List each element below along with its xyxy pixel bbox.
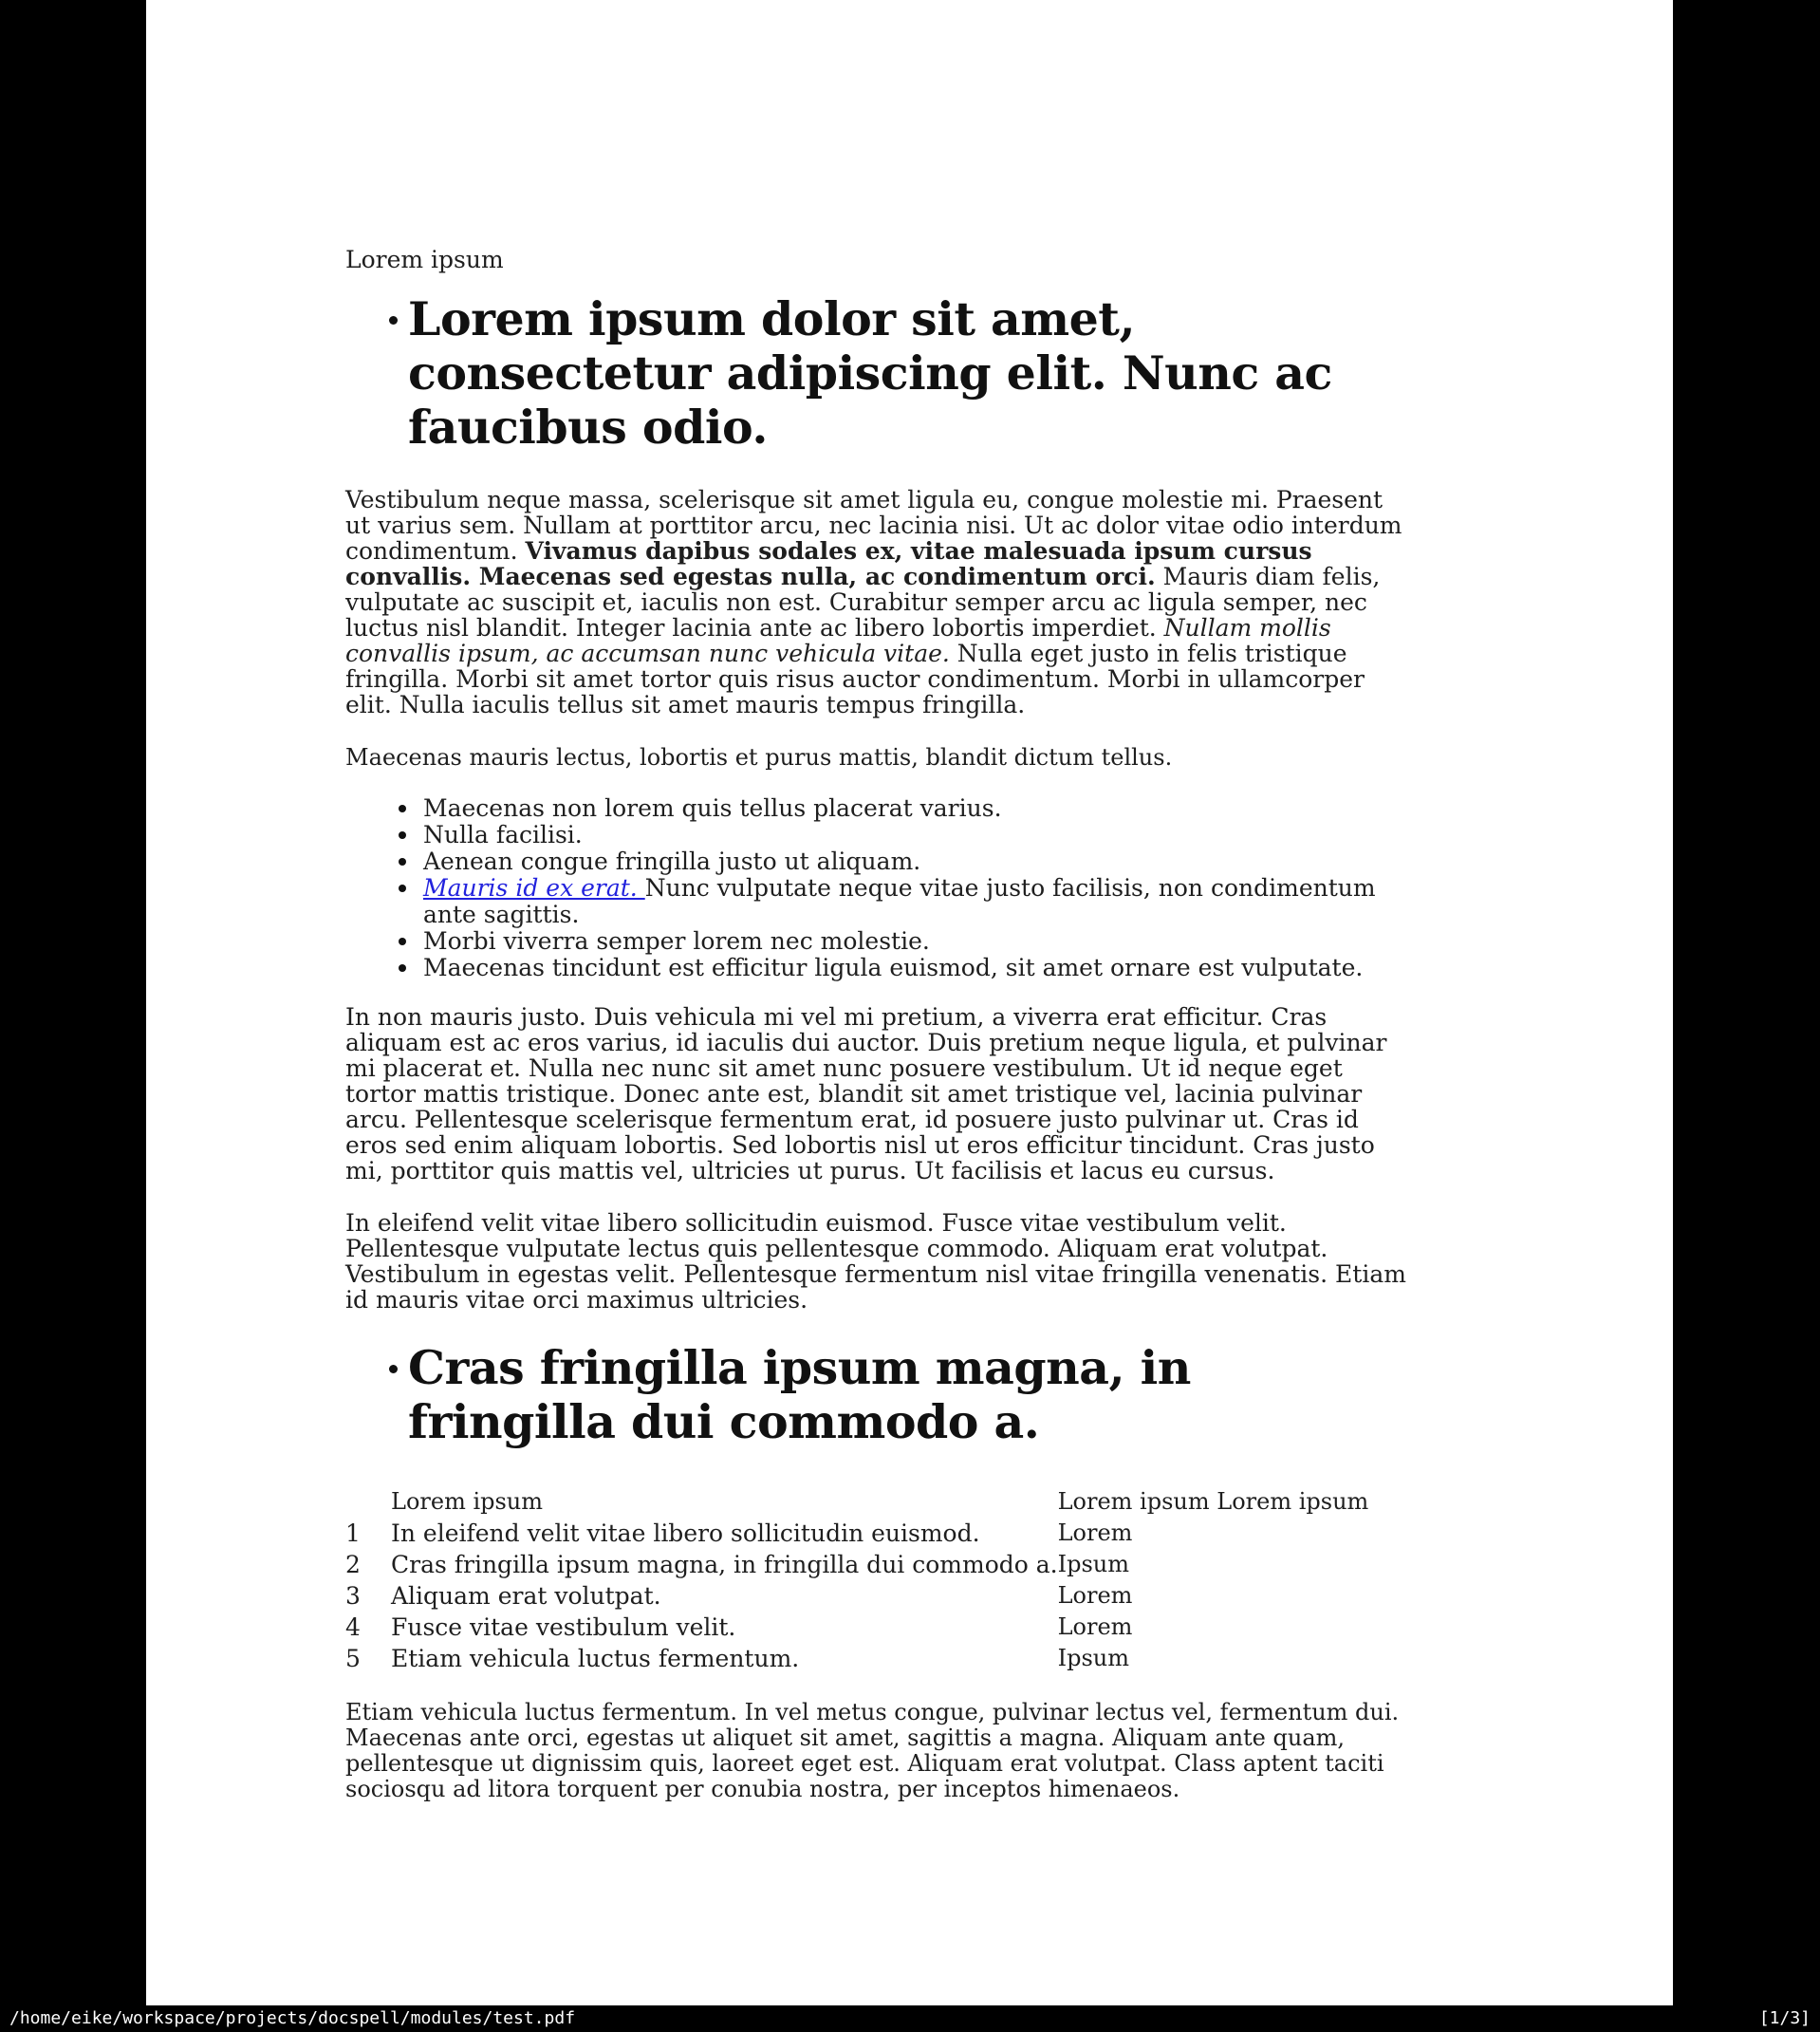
document-content <box>345 0 1408 1802</box>
list-item <box>423 848 1408 875</box>
paragraph-1 <box>345 487 1408 718</box>
row-value: Ipsum <box>1057 1645 1129 1671</box>
table-header-col2: Lorem ipsum Lorem ipsum <box>1057 1488 1369 1515</box>
data-table <box>345 1487 1368 1675</box>
row-description: In eleifend velit vitae libero sollicitudin euismod. <box>391 1519 980 1547</box>
paragraph-2: In non mauris justo. Duis vehicula mi vel mi pretium, a viverra erat efficitur. Cras aliquam est ac eros varius, id iaculis dui auctor. Duis pretium neque ligula, et pulvinar mi placerat et. Nulla nec nunc sit amet nunc posuere vestibulum. Ut id neque eget tortor mattis tristique. Donec ante est, blandit sit amet tristique vel, lacinia pulvinar arcu. Pellentesque scelerisque fermentum erat, id posuere justo pulvinar ut. Cras id eros sed enim aliquam lobortis. Sed lobortis nisl ut eros efficitur tincidunt. Cras justo mi, porttitor quis mattis vel, ultricies ut purus. Ut facilisis et lacus eu cursus. <box>345 1003 1387 1184</box>
list-item <box>423 955 1408 981</box>
row-description: Cras fringilla ipsum magna, in fringilla dui commodo a. <box>391 1551 1058 1578</box>
text-segment: Morbi viverra semper lorem nec molestie. <box>423 927 930 955</box>
table-header-number-col <box>345 1487 391 1519</box>
file-path: /home/eike/workspace/projects/docspell/modules/test.pdf <box>9 2008 576 2028</box>
table-row <box>345 1550 1368 1581</box>
document-page <box>146 0 1673 2005</box>
row-description: Fusce vitae vestibulum velit. <box>391 1613 736 1641</box>
text-segment: Nunc vulputate neque vitae justo facilisis, non condimentum ante sagittis. <box>423 874 1376 928</box>
row-number: 2 <box>345 1551 361 1578</box>
table-row <box>345 1613 1368 1644</box>
table-row <box>345 1519 1368 1550</box>
row-value: Lorem <box>1057 1582 1133 1609</box>
table-row <box>345 1581 1368 1613</box>
paragraph-4: Etiam vehicula luctus fermentum. In vel metus congue, pulvinar lectus vel, fermentum dui. Maecenas ante orci, egestas ut aliquet sit amet, sagittis a magna. Aliquam ante quam, pellentesque ut dignissim quis, laoreet eget est. Aliquam erat volutpat. Class aptent taciti sociosqu ad litora torquent per conubia nostra, per inceptos himenaeos. <box>345 1699 1400 1802</box>
bullet-list <box>345 795 1408 981</box>
list-item <box>423 928 1408 955</box>
row-number: 4 <box>345 1613 361 1641</box>
row-value: Lorem <box>1057 1613 1133 1640</box>
text-segment: Vestibulum neque massa, scelerisque sit amet ligula eu, congue molestie mi. Praesent ut varius sem. Nullam at porttitor arcu, nec lacinia nisi. Ut ac dolor vitae odio interdum condimentum. <box>345 486 1402 565</box>
row-number: 3 <box>345 1582 361 1610</box>
text-segment: Maecenas non lorem quis tellus placerat varius. <box>423 794 1002 822</box>
list-item <box>423 795 1408 822</box>
table-header-row <box>345 1487 1368 1519</box>
text-segment: Nulla facilisi. <box>423 821 583 848</box>
text-segment: Aenean congue fringilla justo ut aliquam. <box>423 848 921 875</box>
text-segment: Nulla eget justo in felis tristique fringilla. Morbi sit amet tortor quis risus auctor condimentum. Morbi in ullamcorper elit. Nulla iaculis tellus sit amet mauris tempus fringilla. <box>345 640 1365 718</box>
text-segment: Nullam mollis convallis ipsum, ac accumsan nunc vehicula vitae. <box>345 614 1331 667</box>
row-number: 5 <box>345 1645 361 1672</box>
paragraph-3: In eleifend velit vitae libero sollicitudin euismod. Fusce vitae vestibulum velit. Pellentesque vulputate lectus quis pellentesque commodo. Aliquam erat volutpat. Vestibulum in egestas velit. Pellentesque fermentum nisl vitae fringilla venenatis. Etiam id mauris vitae orci maximus ultricies. <box>345 1209 1406 1314</box>
section-heading-1: Lorem ipsum dolor sit amet, consectetur adipiscing elit. Nunc ac faucibus odio. <box>345 292 1395 455</box>
page-indicator: [1/3] <box>1758 2008 1811 2028</box>
section-heading-2: Cras fringilla ipsum magna, in fringilla dui commodo a. <box>345 1341 1395 1449</box>
top-label: Lorem ipsum <box>345 246 504 273</box>
text-segment: Maecenas tincidunt est efficitur ligula euismod, sit amet ornare est vulputate. <box>423 954 1364 981</box>
table-header-col1: Lorem ipsum <box>391 1488 544 1515</box>
text-segment: Vivamus dapibus sodales ex, vitae malesuada ipsum cursus convallis. Maecenas sed egestas nulla, ac condimentum orci. <box>345 537 1312 590</box>
row-description: Aliquam erat volutpat. <box>391 1582 661 1610</box>
row-value: Lorem <box>1057 1519 1133 1546</box>
row-description: Etiam vehicula luctus fermentum. <box>391 1645 800 1672</box>
inline-link[interactable]: Mauris id ex erat. <box>423 874 645 902</box>
table-body <box>345 1519 1368 1675</box>
list-item <box>423 875 1408 928</box>
list-item <box>423 822 1408 848</box>
row-number: 1 <box>345 1519 361 1547</box>
table-row <box>345 1644 1368 1675</box>
status-bar <box>0 2005 1820 2032</box>
list-intro-line: Maecenas mauris lectus, lobortis et purus mattis, blandit dictum tellus. <box>345 744 1173 771</box>
row-value: Ipsum <box>1057 1551 1129 1577</box>
text-segment: Mauris diam felis, vulputate ac suscipit et, iaculis non est. Curabitur semper arcu ac ligula semper, nec luctus nisl blandit. Integer lacinia ante ac libero lobortis imperdiet. <box>345 563 1381 642</box>
